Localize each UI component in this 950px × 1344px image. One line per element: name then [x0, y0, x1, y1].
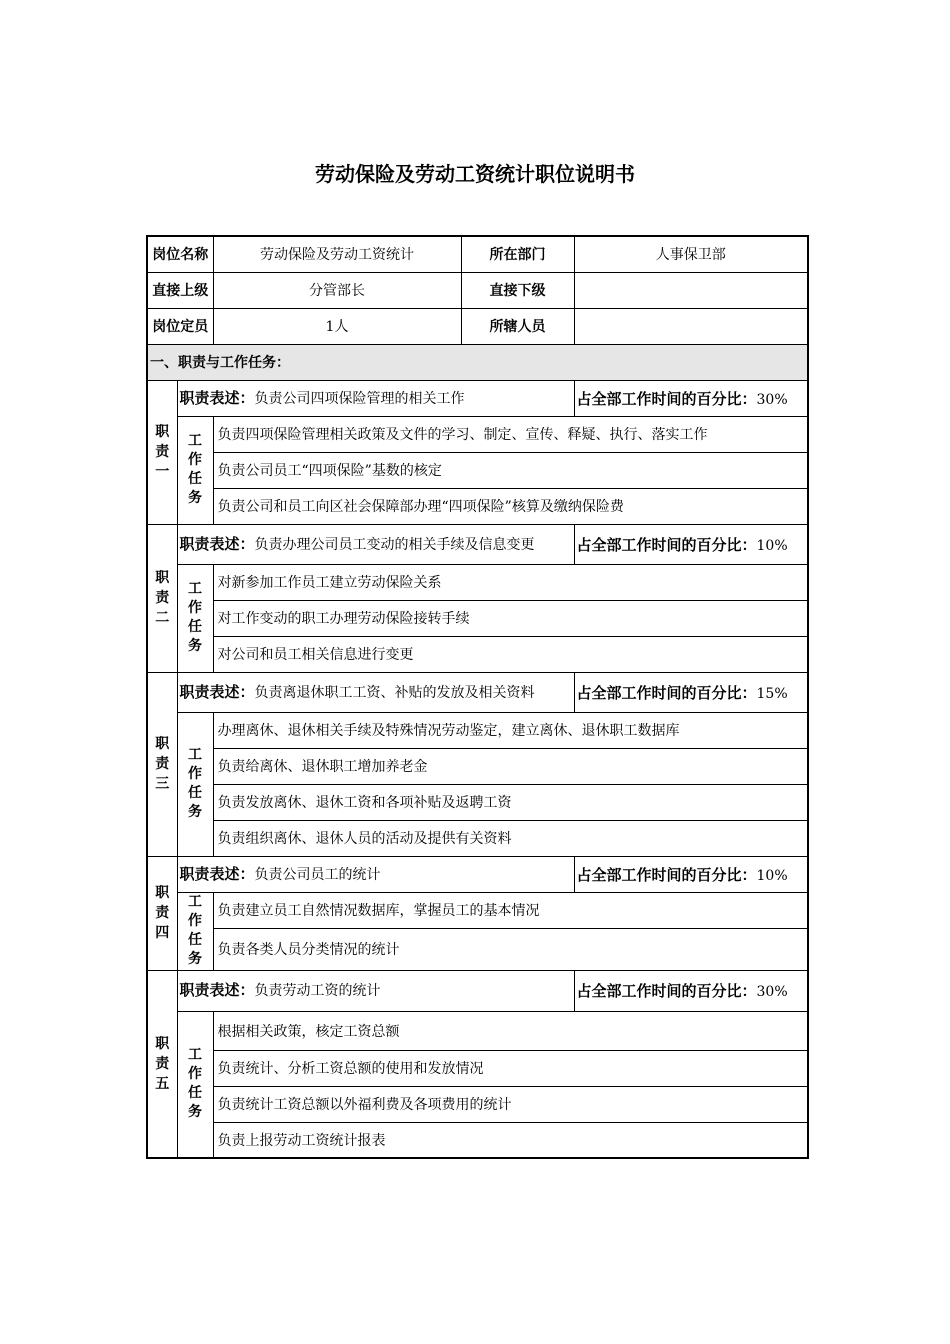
headcount-value: 1人 [213, 308, 461, 344]
task-item: 负责上报劳动工资统计报表 [213, 1122, 808, 1158]
subordinate-label: 直接下级 [461, 272, 574, 308]
staff-value [574, 308, 808, 344]
task-item: 负责公司和员工向区社会保障部办理“四项保险”核算及缴纳保险费 [213, 488, 808, 524]
duty-time-percent: 占全部工作时间的百分比：30% [574, 380, 808, 416]
task-row [147, 712, 808, 748]
task-label: 工 作 任 务 [177, 892, 213, 970]
position-label: 岗位名称 [147, 236, 213, 272]
duty-row [147, 856, 808, 892]
task-item: 负责发放离休、退休工资和各项补贴及返聘工资 [213, 784, 808, 820]
task-label: 工 作 任 务 [177, 416, 213, 524]
task-label: 工 作 任 务 [177, 564, 213, 672]
task-item: 办理离休、退休相关手续及特殊情况劳动鉴定，建立离休、退休职工数据库 [213, 712, 808, 748]
duty-row [147, 672, 808, 712]
task-row [147, 892, 808, 928]
task-row [147, 600, 808, 636]
task-row [147, 564, 808, 600]
job-description-table [146, 235, 809, 1159]
duty-label: 职 责 三 [147, 672, 177, 856]
task-row [147, 452, 808, 488]
task-row [147, 488, 808, 524]
superior-label: 直接上级 [147, 272, 213, 308]
task-item: 对工作变动的职工办理劳动保险接转手续 [213, 600, 808, 636]
task-row [147, 748, 808, 784]
duty-description: 职责表述：负责公司四项保险管理的相关工作 [177, 380, 574, 416]
task-item: 负责给离休、退休职工增加养老金 [213, 748, 808, 784]
dept-label: 所在部门 [461, 236, 574, 272]
task-row [147, 1122, 808, 1158]
duty-label: 职 责 四 [147, 856, 177, 970]
section-header-row [147, 344, 808, 380]
task-row [147, 416, 808, 452]
duty-time-percent: 占全部工作时间的百分比：10% [574, 524, 808, 564]
task-item: 对公司和员工相关信息进行变更 [213, 636, 808, 672]
task-row [147, 1050, 808, 1086]
duty-description: 职责表述：负责离退休职工工资、补贴的发放及相关资料 [177, 672, 574, 712]
task-row [147, 1011, 808, 1050]
task-item: 根据相关政策，核定工资总额 [213, 1011, 808, 1050]
section-title: 一、职责与工作任务： [147, 344, 808, 380]
task-item: 负责统计、分析工资总额的使用和发放情况 [213, 1050, 808, 1086]
duty-row [147, 970, 808, 1011]
task-item: 负责建立员工自然情况数据库，掌握员工的基本情况 [213, 892, 808, 928]
duty-label: 职 责 五 [147, 970, 177, 1158]
subordinate-value [574, 272, 808, 308]
task-item: 负责统计工资总额以外福利费及各项费用的统计 [213, 1086, 808, 1122]
task-row [147, 636, 808, 672]
task-row [147, 784, 808, 820]
duty-time-percent: 占全部工作时间的百分比：15% [574, 672, 808, 712]
task-item: 负责四项保险管理相关政策及文件的学习、制定、宣传、释疑、执行、落实工作 [213, 416, 808, 452]
document-title: 劳动保险及劳动工资统计职位说明书 [315, 162, 635, 186]
superior-value: 分管部长 [213, 272, 461, 308]
task-item: 对新参加工作员工建立劳动保险关系 [213, 564, 808, 600]
task-item: 负责组织离休、退休人员的活动及提供有关资料 [213, 820, 808, 856]
task-row [147, 1086, 808, 1122]
duty-description: 职责表述：负责办理公司员工变动的相关手续及信息变更 [177, 524, 574, 564]
info-row-position [147, 236, 808, 272]
task-item: 负责公司员工“四项保险”基数的核定 [213, 452, 808, 488]
headcount-label: 岗位定员 [147, 308, 213, 344]
dept-value: 人事保卫部 [574, 236, 808, 272]
position-value: 劳动保险及劳动工资统计 [213, 236, 461, 272]
task-label: 工 作 任 务 [177, 712, 213, 856]
duty-row [147, 524, 808, 564]
task-row [147, 928, 808, 970]
duty-label: 职 责 一 [147, 380, 177, 524]
duty-description: 职责表述：负责公司员工的统计 [177, 856, 574, 892]
info-row-headcount [147, 308, 808, 344]
duty-description: 职责表述：负责劳动工资的统计 [177, 970, 574, 1011]
task-label: 工 作 任 务 [177, 1011, 213, 1158]
task-row [147, 820, 808, 856]
duty-row [147, 380, 808, 416]
duty-time-percent: 占全部工作时间的百分比：10% [574, 856, 808, 892]
info-row-superior [147, 272, 808, 308]
duty-time-percent: 占全部工作时间的百分比：30% [574, 970, 808, 1011]
staff-label: 所辖人员 [461, 308, 574, 344]
task-item: 负责各类人员分类情况的统计 [213, 928, 808, 970]
duty-label: 职 责 二 [147, 524, 177, 672]
